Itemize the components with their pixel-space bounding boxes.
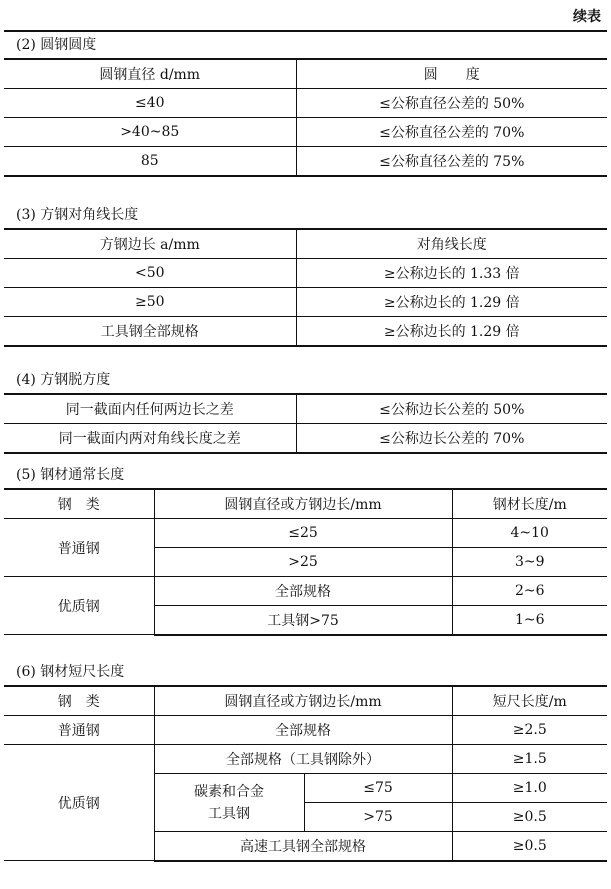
header-cell: 圆钢直径或方钢边长/mm	[154, 490, 452, 519]
table-cell: <50	[4, 259, 296, 288]
table-cell: 工具钢>75	[154, 606, 452, 635]
table-cell: 全部规格（工具钢除外）	[154, 745, 452, 774]
diagonal-table	[4, 229, 607, 347]
table-row	[4, 89, 607, 118]
header-cell: 钢 类	[4, 687, 154, 716]
table-row	[4, 424, 607, 453]
table-row	[4, 147, 607, 176]
continued-label: 续表	[573, 9, 601, 25]
roundness-table	[4, 59, 607, 177]
header-cell: 钢 类	[4, 490, 154, 519]
out-of-square-table	[4, 394, 607, 454]
short-length-table	[4, 686, 607, 862]
header-cell: 圆钢直径 d/mm	[4, 60, 296, 89]
table-row	[4, 317, 607, 346]
table-header-row	[4, 230, 607, 259]
section-square-steel-out-of-square	[4, 366, 607, 454]
table-cell: ≤公称直径公差的 75%	[296, 147, 607, 176]
table-header-row	[4, 687, 607, 716]
table-cell: ≥公称边长的 1.29 倍	[296, 288, 607, 317]
header-cell: 钢材长度/m	[452, 490, 607, 519]
table-cell: ≥1.5	[452, 745, 607, 774]
section-title: (4) 方钢脱方度	[4, 366, 607, 394]
section-title: (3) 方钢对角线长度	[4, 201, 607, 229]
table-row	[4, 288, 607, 317]
table-cell: >40~85	[4, 118, 296, 147]
table-cell: ≤公称边长公差的 70%	[296, 424, 607, 453]
table-cell: 4~10	[452, 519, 607, 548]
header-cell: 圆 度	[296, 60, 607, 89]
table-cell: ≤40	[4, 89, 296, 118]
table-cell: 全部规格	[154, 716, 452, 745]
header-cell: 对角线长度	[296, 230, 607, 259]
section-usual-length	[4, 461, 607, 636]
table-cell: 3~9	[452, 548, 607, 577]
table-header-row	[4, 60, 607, 89]
header-cell: 方钢边长 a/mm	[4, 230, 296, 259]
table-cell: >25	[154, 548, 452, 577]
header-cell: 短尺长度/m	[452, 687, 607, 716]
steel-type-cell: 普通钢	[4, 519, 154, 577]
section-title: (5) 钢材通常长度	[4, 461, 607, 489]
section-round-steel-roundness	[4, 31, 607, 177]
carbon-alloy-tool-steel-cell: 碳素和合金 工具钢	[154, 774, 304, 832]
header-cell: 圆钢直径或方钢边长/mm	[154, 687, 452, 716]
table-cell: 2~6	[452, 577, 607, 606]
table-cell: 高速工具钢全部规格	[154, 832, 452, 861]
section-title: (6) 钢材短尺长度	[4, 658, 607, 686]
table-cell: ≤公称边长公差的 50%	[296, 395, 607, 424]
table-row	[4, 577, 607, 606]
table-cell: ≤公称直径公差的 50%	[296, 89, 607, 118]
section-square-steel-diagonal	[4, 201, 607, 347]
table-cell: ≥公称边长的 1.29 倍	[296, 317, 607, 346]
table-cell: ≥50	[4, 288, 296, 317]
steel-type-cell: 优质钢	[4, 745, 154, 861]
table-cell: ≥1.0	[452, 774, 607, 803]
table-header-row	[4, 490, 607, 519]
table-row	[4, 395, 607, 424]
table-cell: >75	[304, 803, 452, 832]
table-cell: ≤公称直径公差的 70%	[296, 118, 607, 147]
table-cell: ≥2.5	[452, 716, 607, 745]
table-cell: 同一截面内两对角线长度之差	[4, 424, 296, 453]
table-row	[4, 745, 607, 774]
table-cell: ≤25	[154, 519, 452, 548]
table-row	[4, 118, 607, 147]
usual-length-table	[4, 489, 607, 636]
table-row	[4, 519, 607, 548]
table-row	[4, 259, 607, 288]
table-cell: 1~6	[452, 606, 607, 635]
table-cell: ≥0.5	[452, 803, 607, 832]
table-cell: ≥0.5	[452, 832, 607, 861]
table-cell: ≥公称边长的 1.33 倍	[296, 259, 607, 288]
table-cell: 85	[4, 147, 296, 176]
table-cell: 全部规格	[154, 577, 452, 606]
table-cell: 工具钢全部规格	[4, 317, 296, 346]
table-cell: ≤75	[304, 774, 452, 803]
steel-type-cell: 普通钢	[4, 716, 154, 745]
table-cell: 同一截面内任何两边长之差	[4, 395, 296, 424]
section-title: (2) 圆钢圆度	[4, 31, 607, 59]
table-row	[4, 716, 607, 745]
section-short-length	[4, 658, 607, 862]
steel-type-cell: 优质钢	[4, 577, 154, 635]
